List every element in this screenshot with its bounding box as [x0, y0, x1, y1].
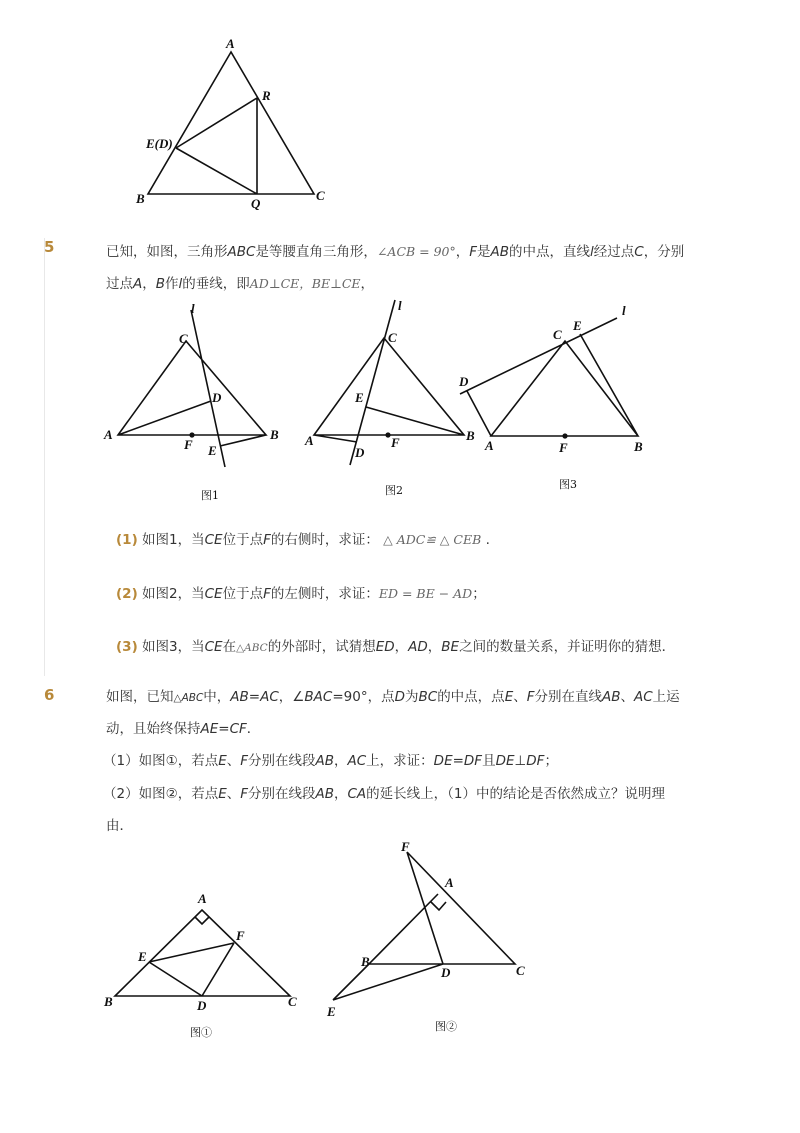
fig3-lines — [460, 318, 638, 436]
fig3-label-E: E — [573, 318, 582, 333]
fig-1-label-C: C — [288, 994, 297, 1009]
fig-2-caption: 图② — [435, 1020, 457, 1033]
q6-line1: 如图，已知△ABC中，AB=AC，∠BAC=90°，点D为BC的中点，点E、F分别在直线AB、AC上运 — [106, 689, 680, 705]
q5-figure-3 — [455, 300, 655, 500]
fig-2-label-F: F — [401, 839, 410, 854]
q5-number: 5 — [44, 238, 55, 256]
q5-side-rule — [44, 238, 45, 676]
figure-lines — [148, 52, 314, 194]
fig-1-label-D: D — [197, 998, 207, 1013]
fig1-label-C: C — [179, 331, 188, 346]
fig3-label-A: A — [485, 438, 494, 453]
fig1-label-A: A — [104, 427, 113, 442]
q6-line3: （1）如图①，若点E、F分别在线段AB，AC上，求证：DE=DF且DE⊥DF； — [103, 753, 558, 769]
fig2-label-F: F — [391, 435, 400, 450]
q6-figure-1 — [100, 890, 310, 1050]
fig3-label-C: C — [553, 327, 562, 342]
fig3-label-l: l — [622, 303, 626, 318]
fig2-label-D: D — [355, 445, 365, 460]
fig-2-right-angle — [431, 902, 446, 910]
fig-1-caption: 图① — [190, 1026, 212, 1039]
figure-triangle-ABC-with-DQR — [120, 30, 350, 220]
fig-2-lines — [333, 852, 515, 1000]
q6-line5: 由． — [106, 818, 133, 834]
fig3-label-F: F — [559, 440, 568, 455]
q5-line1: 已知，如图，三角形ABC是等腰直角三角形，∠ACB = 90°，F是AB的中点，直线l经过点C，分别 — [106, 244, 685, 260]
fig1-caption: 图1 — [201, 489, 219, 502]
fig3-caption: 图3 — [559, 478, 577, 491]
fig-2-label-B: B — [361, 954, 370, 969]
fig-1-label-B: B — [104, 994, 113, 1009]
fig3-label-D: D — [459, 374, 469, 389]
label-C: C — [316, 188, 325, 203]
q6-line2: 动，且始终保持AE=CF． — [106, 721, 261, 737]
q6-line4: （2）如图②，若点E、F分别在线段AB，CA的延长线上，（1）中的结论是否依然成立？说明理 — [103, 786, 666, 802]
q5-line2: 过点A，B作l的垂线，即AD⊥CE，BE⊥CE， — [106, 276, 375, 292]
q5-figure-1 — [95, 301, 295, 505]
fig1-label-B: B — [270, 427, 279, 442]
q6-number: 6 — [44, 686, 55, 704]
fig-2-label-D: D — [441, 965, 451, 980]
fig2-label-l: l — [398, 298, 402, 313]
q5-sub2: (2) 如图2，当CE位于点F的左侧时，求证：ED = BE − AD； — [116, 586, 486, 602]
label-E-D: E(D) — [146, 136, 173, 151]
q5-sub3: (3) 如图3，当CE在△ABC的外部时，试猜想ED，AD，BE之间的数量关系，并证明你的猜想． — [116, 639, 676, 655]
fig-2-label-E: E — [327, 1004, 336, 1019]
label-B: B — [136, 191, 145, 206]
fig2-label-C: C — [388, 330, 397, 345]
label-Q: Q — [251, 196, 261, 211]
fig2-caption: 图2 — [385, 484, 403, 497]
fig1-label-l: l — [191, 301, 195, 316]
q6-figure-2 — [325, 840, 540, 1040]
fig-1-label-F: F — [236, 928, 245, 943]
fig-2-label-A: A — [445, 875, 454, 890]
fig2-label-B: B — [466, 428, 475, 443]
fig1-label-F: F — [184, 437, 193, 452]
fig-1-right-angle — [195, 917, 209, 924]
fig2-label-E: E — [355, 390, 364, 405]
fig1-label-E: E — [208, 443, 217, 458]
fig-1-label-A: A — [198, 891, 207, 906]
label-R: R — [262, 88, 271, 103]
label-A: A — [226, 36, 235, 51]
fig2-label-A: A — [305, 433, 314, 448]
fig2-point-F — [385, 432, 390, 437]
fig3-label-B: B — [634, 439, 643, 454]
q5-sub1: (1) 如图1，当CE位于点F的右侧时，求证： △ ADC≌ △ CEB . — [116, 532, 490, 548]
fig3-point-F — [562, 433, 567, 438]
fig2-lines — [314, 300, 464, 465]
fig1-label-D: D — [212, 390, 222, 405]
fig-2-label-C: C — [516, 963, 525, 978]
fig-1-label-E: E — [138, 949, 147, 964]
